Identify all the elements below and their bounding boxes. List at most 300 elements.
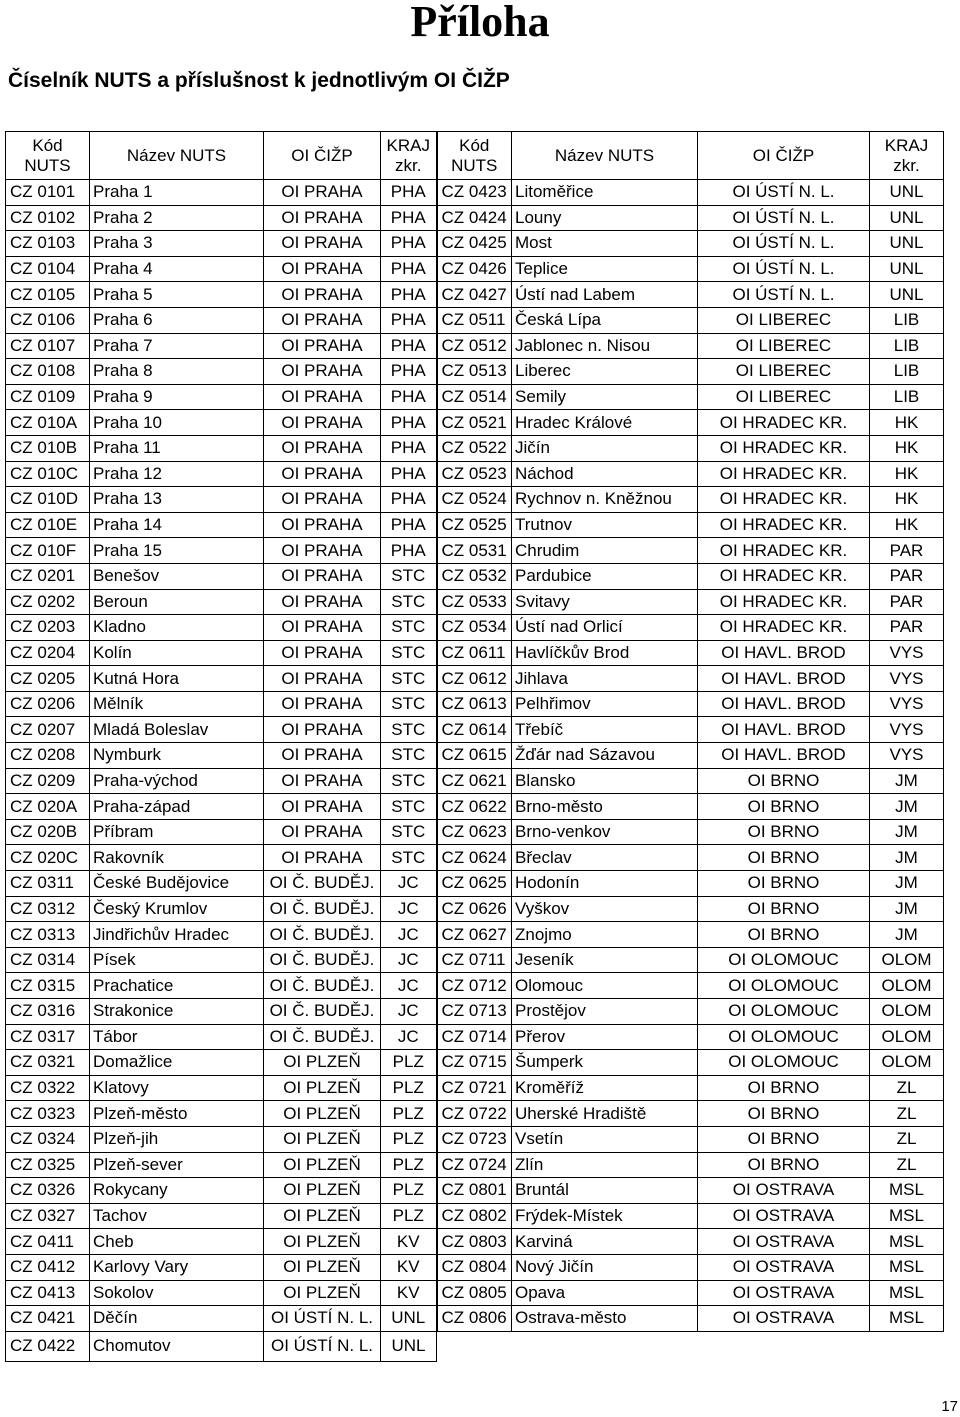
oi-office: OI PRAHA (264, 205, 381, 231)
kraj-code: STC (381, 743, 437, 769)
nuts-name: Blansko (512, 768, 698, 794)
oi-office: OI PRAHA (264, 615, 381, 641)
table-row (6, 1306, 944, 1332)
kraj-code: VYS (870, 743, 944, 769)
kraj-code: JC (381, 1024, 437, 1050)
kraj-code: PHA (381, 512, 437, 538)
nuts-code: CZ 0532 (437, 563, 512, 589)
nuts-name: Praha-východ (90, 768, 264, 794)
oi-office: OI BRNO (698, 794, 870, 820)
nuts-code: CZ 0105 (6, 282, 90, 308)
nuts-name: Domažlice (90, 1050, 264, 1076)
table-row (6, 768, 944, 794)
table-row (6, 1280, 944, 1306)
nuts-code: CZ 0107 (6, 333, 90, 359)
page-subtitle: Číselník NUTS a příslušnost k jednotlivým OI ČIŽP (8, 69, 510, 92)
kraj-code: MSL (870, 1229, 944, 1255)
oi-office: OI Č. BUDĚJ. (264, 999, 381, 1025)
kraj-code: JM (870, 819, 944, 845)
oi-office: OI PRAHA (264, 845, 381, 871)
nuts-code: CZ 0623 (437, 819, 512, 845)
nuts-name: Louny (512, 205, 698, 231)
kraj-code: PHA (381, 435, 437, 461)
nuts-name: Vsetín (512, 1126, 698, 1152)
nuts-code: CZ 0724 (437, 1152, 512, 1178)
header-nazev: Název NUTS (512, 132, 698, 180)
kraj-code: KV (381, 1229, 437, 1255)
oi-office: OI PRAHA (264, 282, 381, 308)
oi-office: OI BRNO (698, 819, 870, 845)
nuts-code: CZ 0612 (437, 666, 512, 692)
nuts-name: Strakonice (90, 999, 264, 1025)
nuts-code: CZ 0721 (437, 1075, 512, 1101)
nuts-code: CZ 0322 (6, 1075, 90, 1101)
nuts-name: Písek (90, 947, 264, 973)
oi-office: OI HRADEC KR. (698, 512, 870, 538)
kraj-code: JM (870, 896, 944, 922)
kraj-code: JM (870, 871, 944, 897)
nuts-name: Karlovy Vary (90, 1254, 264, 1280)
oi-office: OI PLZEŇ (264, 1254, 381, 1280)
nuts-name: Praha 12 (90, 461, 264, 487)
kraj-code: UNL (870, 256, 944, 282)
nuts-name: Praha 8 (90, 359, 264, 385)
header-kraj: KRAJ zkr. (870, 132, 944, 180)
kraj-code: KV (381, 1280, 437, 1306)
oi-office: OI BRNO (698, 1101, 870, 1127)
oi-office: OI ÚSTÍ N. L. (698, 282, 870, 308)
oi-office: OI Č. BUDĚJ. (264, 922, 381, 948)
nuts-code: CZ 0806 (437, 1306, 512, 1332)
oi-office: OI HRADEC KR. (698, 461, 870, 487)
nuts-name: Svitavy (512, 589, 698, 615)
nuts-code: CZ 0525 (437, 512, 512, 538)
kraj-code: STC (381, 640, 437, 666)
kraj-code: STC (381, 845, 437, 871)
kraj-code: MSL (870, 1306, 944, 1332)
kraj-code: PAR (870, 538, 944, 564)
nuts-code: CZ 0313 (6, 922, 90, 948)
nuts-name: Chomutov (90, 1331, 264, 1361)
oi-office: OI PRAHA (264, 794, 381, 820)
nuts-name: Žďár nad Sázavou (512, 743, 698, 769)
oi-office: OI LIBEREC (698, 307, 870, 333)
nuts-code: CZ 0106 (6, 307, 90, 333)
oi-office: OI LIBEREC (698, 384, 870, 410)
oi-office: OI PLZEŇ (264, 1126, 381, 1152)
kraj-code: PLZ (381, 1152, 437, 1178)
table-row (6, 794, 944, 820)
kraj-code: PHA (381, 410, 437, 436)
oi-office: OI PRAHA (264, 180, 381, 206)
nuts-code: CZ 0108 (6, 359, 90, 385)
table-row (6, 1024, 944, 1050)
kraj-code: MSL (870, 1178, 944, 1204)
kraj-code: STC (381, 615, 437, 641)
kraj-code: UNL (381, 1306, 437, 1332)
oi-office: OI OLOMOUC (698, 999, 870, 1025)
oi-office: OI HAVL. BROD (698, 743, 870, 769)
kraj-code: UNL (870, 231, 944, 257)
nuts-code: CZ 010F (6, 538, 90, 564)
oi-office: OI PLZEŇ (264, 1101, 381, 1127)
nuts-name: Ústí nad Labem (512, 282, 698, 308)
oi-office: OI ÚSTÍ N. L. (698, 256, 870, 282)
oi-office: OI PLZEŇ (264, 1203, 381, 1229)
oi-office: OI OLOMOUC (698, 947, 870, 973)
nuts-code: CZ 020C (6, 845, 90, 871)
nuts-code: CZ 0625 (437, 871, 512, 897)
oi-office: OI HAVL. BROD (698, 691, 870, 717)
nuts-code: CZ 0324 (6, 1126, 90, 1152)
oi-office: OI ÚSTÍ N. L. (698, 231, 870, 257)
oi-office: OI PLZEŇ (264, 1178, 381, 1204)
table-row (6, 819, 944, 845)
table-row (6, 845, 944, 871)
nuts-name: Český Krumlov (90, 896, 264, 922)
nuts-name: Rokycany (90, 1178, 264, 1204)
nuts-code: CZ 010A (6, 410, 90, 436)
table-row (6, 461, 944, 487)
oi-office: OI HRADEC KR. (698, 487, 870, 513)
kraj-code: PAR (870, 589, 944, 615)
oi-office: OI PLZEŇ (264, 1280, 381, 1306)
nuts-code: CZ 0209 (6, 768, 90, 794)
kraj-code: JC (381, 922, 437, 948)
nuts-name: Praha 15 (90, 538, 264, 564)
kraj-code: JM (870, 768, 944, 794)
kraj-code: PHA (381, 231, 437, 257)
nuts-code: CZ 0426 (437, 256, 512, 282)
nuts-name: Kolín (90, 640, 264, 666)
table-row (6, 282, 944, 308)
oi-office: OI PRAHA (264, 691, 381, 717)
kraj-code: STC (381, 589, 437, 615)
nuts-name: Vyškov (512, 896, 698, 922)
nuts-code: CZ 0327 (6, 1203, 90, 1229)
nuts-name: Praha 14 (90, 512, 264, 538)
oi-office: OI Č. BUDĚJ. (264, 1024, 381, 1050)
oi-office: OI HRADEC KR. (698, 410, 870, 436)
nuts-name: Jeseník (512, 947, 698, 973)
table-row (6, 1178, 944, 1204)
nuts-name: Plzeň-sever (90, 1152, 264, 1178)
nuts-code: CZ 0424 (437, 205, 512, 231)
nuts-code: CZ 0615 (437, 743, 512, 769)
kraj-code: JC (381, 973, 437, 999)
nuts-code: CZ 0103 (6, 231, 90, 257)
oi-office: OI PRAHA (264, 333, 381, 359)
oi-office: OI ÚSTÍ N. L. (264, 1331, 381, 1361)
oi-office: OI PRAHA (264, 231, 381, 257)
kraj-code: JC (381, 999, 437, 1025)
oi-office: OI Č. BUDĚJ. (264, 871, 381, 897)
oi-office: OI LIBEREC (698, 359, 870, 385)
nuts-code: CZ 0312 (6, 896, 90, 922)
nuts-code: CZ 0715 (437, 1050, 512, 1076)
nuts-name: Česká Lípa (512, 307, 698, 333)
oi-office: OI PLZEŇ (264, 1075, 381, 1101)
kraj-code: PHA (381, 461, 437, 487)
nuts-name: Hradec Králové (512, 410, 698, 436)
nuts-name: Olomouc (512, 973, 698, 999)
kraj-code: OLOM (870, 1050, 944, 1076)
nuts-code: CZ 0621 (437, 768, 512, 794)
nuts-code: CZ 0325 (6, 1152, 90, 1178)
nuts-code: CZ 0203 (6, 615, 90, 641)
oi-office: OI OSTRAVA (698, 1254, 870, 1280)
nuts-code: CZ 0104 (6, 256, 90, 282)
table-row (6, 999, 944, 1025)
kraj-code: LIB (870, 307, 944, 333)
header-oi: OI ČIŽP (264, 132, 381, 180)
kraj-code: JM (870, 922, 944, 948)
nuts-name: Uherské Hradiště (512, 1101, 698, 1127)
table-row (6, 205, 944, 231)
oi-office: OI BRNO (698, 768, 870, 794)
oi-office: OI HAVL. BROD (698, 717, 870, 743)
oi-office: OI HRADEC KR. (698, 538, 870, 564)
oi-office: OI PRAHA (264, 563, 381, 589)
oi-office: OI ÚSTÍ N. L. (264, 1306, 381, 1332)
nuts-name: Jindřichův Hradec (90, 922, 264, 948)
table-row (6, 512, 944, 538)
nuts-name: Pelhřimov (512, 691, 698, 717)
oi-office: OI LIBEREC (698, 333, 870, 359)
oi-office: OI PRAHA (264, 461, 381, 487)
kraj-code: VYS (870, 691, 944, 717)
oi-office: OI PRAHA (264, 307, 381, 333)
nuts-name: Jihlava (512, 666, 698, 692)
kraj-code: PAR (870, 563, 944, 589)
nuts-code: CZ 0522 (437, 435, 512, 461)
nuts-name: Jičín (512, 435, 698, 461)
nuts-code: CZ 0326 (6, 1178, 90, 1204)
kraj-code: ZL (870, 1075, 944, 1101)
kraj-code: HK (870, 461, 944, 487)
nuts-code: CZ 0511 (437, 307, 512, 333)
kraj-code: PHA (381, 487, 437, 513)
nuts-code: CZ 0534 (437, 615, 512, 641)
kraj-code: PHA (381, 538, 437, 564)
nuts-code: CZ 010D (6, 487, 90, 513)
table-row (6, 1331, 944, 1361)
nuts-name: Prachatice (90, 973, 264, 999)
nuts-name: Beroun (90, 589, 264, 615)
nuts-name: Praha 1 (90, 180, 264, 206)
nuts-code: CZ 0722 (437, 1101, 512, 1127)
table-row (6, 435, 944, 461)
nuts-code: CZ 0412 (6, 1254, 90, 1280)
oi-office: OI OSTRAVA (698, 1229, 870, 1255)
nuts-name: Ostrava-město (512, 1306, 698, 1332)
kraj-code: MSL (870, 1254, 944, 1280)
kraj-code: VYS (870, 666, 944, 692)
nuts-code: CZ 0201 (6, 563, 90, 589)
nuts-name: Tachov (90, 1203, 264, 1229)
oi-office: OI BRNO (698, 1126, 870, 1152)
nuts-code: CZ 0413 (6, 1280, 90, 1306)
nuts-name: Jablonec n. Nisou (512, 333, 698, 359)
oi-office: OI HRADEC KR. (698, 435, 870, 461)
nuts-name: Znojmo (512, 922, 698, 948)
nuts-code: CZ 0207 (6, 717, 90, 743)
table-row (6, 231, 944, 257)
kraj-code: JM (870, 845, 944, 871)
nuts-code: CZ 0422 (6, 1331, 90, 1361)
nuts-name: Praha 3 (90, 231, 264, 257)
nuts-code: CZ 0805 (437, 1280, 512, 1306)
oi-office: OI PRAHA (264, 640, 381, 666)
nuts-code: CZ 0611 (437, 640, 512, 666)
nuts-name: České Budějovice (90, 871, 264, 897)
nuts-code: CZ 020B (6, 819, 90, 845)
oi-office: OI HAVL. BROD (698, 640, 870, 666)
nuts-name: Hodonín (512, 871, 698, 897)
nuts-code: CZ 0208 (6, 743, 90, 769)
kraj-code: LIB (870, 384, 944, 410)
oi-office: OI HRADEC KR. (698, 563, 870, 589)
kraj-code: JC (381, 896, 437, 922)
oi-office: OI HRADEC KR. (698, 589, 870, 615)
kraj-code: KV (381, 1254, 437, 1280)
kraj-code: PHA (381, 359, 437, 385)
nuts-code: CZ 0314 (6, 947, 90, 973)
nuts-code: CZ 0523 (437, 461, 512, 487)
oi-office: OI PRAHA (264, 487, 381, 513)
nuts-code: CZ 0627 (437, 922, 512, 948)
kraj-code: JM (870, 794, 944, 820)
nuts-name: Liberec (512, 359, 698, 385)
nuts-code: CZ 0723 (437, 1126, 512, 1152)
nuts-name: Praha 10 (90, 410, 264, 436)
kraj-code: PAR (870, 615, 944, 641)
oi-office: OI OLOMOUC (698, 973, 870, 999)
nuts-code: CZ 0427 (437, 282, 512, 308)
oi-office: OI OSTRAVA (698, 1203, 870, 1229)
nuts-table (5, 131, 944, 1362)
kraj-code: MSL (870, 1203, 944, 1229)
kraj-code: PLZ (381, 1075, 437, 1101)
nuts-name: Praha 6 (90, 307, 264, 333)
kraj-code: PLZ (381, 1126, 437, 1152)
oi-office: OI PRAHA (264, 359, 381, 385)
kraj-code: HK (870, 512, 944, 538)
kraj-code: LIB (870, 359, 944, 385)
table-row (6, 871, 944, 897)
table-row (6, 333, 944, 359)
nuts-name: Praha 5 (90, 282, 264, 308)
table-row (6, 384, 944, 410)
nuts-name: Praha 13 (90, 487, 264, 513)
oi-office: OI PRAHA (264, 589, 381, 615)
nuts-name: Příbram (90, 819, 264, 845)
table-row (6, 256, 944, 282)
nuts-code: CZ 0421 (6, 1306, 90, 1332)
oi-office: OI BRNO (698, 1075, 870, 1101)
kraj-code: ZL (870, 1152, 944, 1178)
table-row (6, 743, 944, 769)
oi-office: OI Č. BUDĚJ. (264, 973, 381, 999)
oi-office: OI OSTRAVA (698, 1178, 870, 1204)
oi-office: OI PRAHA (264, 768, 381, 794)
nuts-name: Náchod (512, 461, 698, 487)
nuts-code: CZ 0801 (437, 1178, 512, 1204)
table-row (6, 1101, 944, 1127)
table-row (6, 1203, 944, 1229)
kraj-code: STC (381, 563, 437, 589)
nuts-name: Litoměřice (512, 180, 698, 206)
nuts-code: CZ 0411 (6, 1229, 90, 1255)
nuts-name: Bruntál (512, 1178, 698, 1204)
oi-office: OI ÚSTÍ N. L. (698, 205, 870, 231)
nuts-name: Nymburk (90, 743, 264, 769)
nuts-code: CZ 0321 (6, 1050, 90, 1076)
nuts-name: Ústí nad Orlicí (512, 615, 698, 641)
nuts-name: Šumperk (512, 1050, 698, 1076)
oi-office: OI PRAHA (264, 410, 381, 436)
table-row (6, 589, 944, 615)
empty-cell (437, 1331, 944, 1361)
table-row (6, 487, 944, 513)
kraj-code: HK (870, 487, 944, 513)
nuts-name: Prostějov (512, 999, 698, 1025)
page-number: 17 (941, 1398, 958, 1415)
nuts-name: Praha 7 (90, 333, 264, 359)
nuts-name: Rakovník (90, 845, 264, 871)
oi-office: OI PRAHA (264, 819, 381, 845)
oi-office: OI PRAHA (264, 666, 381, 692)
nuts-name: Frýdek-Místek (512, 1203, 698, 1229)
page-heading: Příloha (410, 0, 550, 46)
nuts-code: CZ 0206 (6, 691, 90, 717)
oi-office: OI PLZEŇ (264, 1229, 381, 1255)
oi-office: OI OLOMOUC (698, 1024, 870, 1050)
table-row (6, 563, 944, 589)
kraj-code: PHA (381, 333, 437, 359)
oi-office: OI BRNO (698, 922, 870, 948)
nuts-code: CZ 0205 (6, 666, 90, 692)
nuts-name: Praha 2 (90, 205, 264, 231)
kraj-code: JC (381, 947, 437, 973)
table-row (6, 410, 944, 436)
nuts-code: CZ 0317 (6, 1024, 90, 1050)
nuts-code: CZ 0101 (6, 180, 90, 206)
kraj-code: PLZ (381, 1101, 437, 1127)
nuts-name: Most (512, 231, 698, 257)
table-row (6, 1152, 944, 1178)
nuts-code: CZ 0423 (437, 180, 512, 206)
kraj-code: MSL (870, 1280, 944, 1306)
nuts-code: CZ 0802 (437, 1203, 512, 1229)
nuts-name: Sokolov (90, 1280, 264, 1306)
oi-office: OI PRAHA (264, 717, 381, 743)
nuts-name: Břeclav (512, 845, 698, 871)
nuts-code: CZ 0524 (437, 487, 512, 513)
oi-office: OI OSTRAVA (698, 1280, 870, 1306)
table-row (6, 307, 944, 333)
kraj-code: UNL (870, 282, 944, 308)
nuts-name: Tábor (90, 1024, 264, 1050)
oi-office: OI BRNO (698, 845, 870, 871)
nuts-code: CZ 0804 (437, 1254, 512, 1280)
oi-office: OI PLZEŇ (264, 1050, 381, 1076)
kraj-code: STC (381, 666, 437, 692)
header-nazev: Název NUTS (90, 132, 264, 180)
nuts-name: Klatovy (90, 1075, 264, 1101)
nuts-code: CZ 0713 (437, 999, 512, 1025)
nuts-name: Plzeň-město (90, 1101, 264, 1127)
